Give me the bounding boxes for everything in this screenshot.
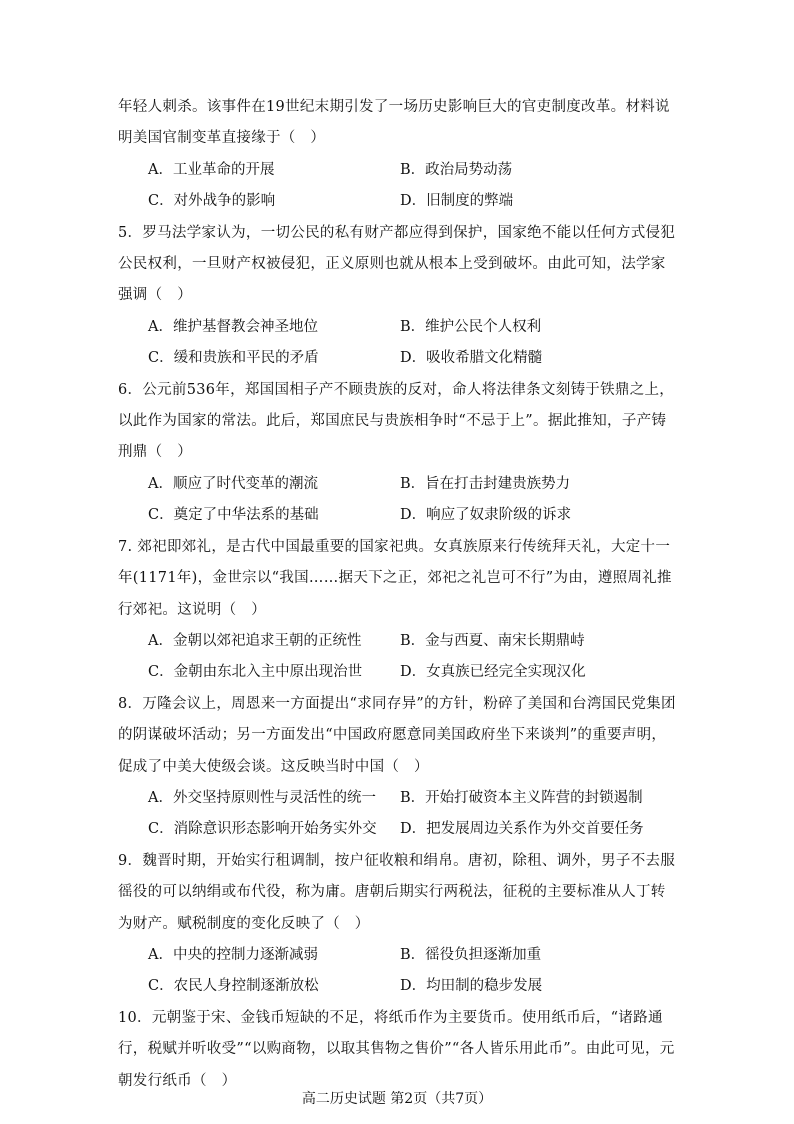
question-block: [118, 92, 676, 218]
option-a: A．中央的控制力逐渐减弱: [148, 946, 318, 963]
question-block: [118, 532, 676, 689]
option-c: C．农民人身控制逐渐放松: [148, 978, 319, 995]
option-b: B．开始打破资本主义阵营的封锁遏制: [400, 789, 643, 806]
option-c: C．金朝由东北入主中原出现治世: [148, 664, 363, 681]
page-footer: 高二历史试题 第2页（共7页）: [301, 1091, 493, 1107]
option-c: C．对外战争的影响: [148, 193, 276, 210]
question-stem: 7. 郊祀即郊礼，是古代中国最重要的国家祀典。女真族原来行传统拜天礼，大定十一年(1171年)，金世宗以“我国……据天下之正，郊祀之礼岂可不行”为由，遵照周礼推行郊祀。这说明（ ）: [118, 538, 672, 618]
option-c: C．消除意识形态影响开始务实外交: [148, 821, 377, 838]
option-b: B．旨在打击封建贵族势力: [400, 475, 571, 492]
option-a: A．维护基督教会神圣地位: [148, 318, 318, 335]
options-grid: [148, 469, 676, 532]
option-b: B．金与西夏、南宋长期鼎峙: [400, 632, 585, 649]
option-c: C．缓和贵族和平民的矛盾: [148, 350, 319, 367]
question-block: [118, 1003, 676, 1097]
option-d: D．吸收希腊文化精髓: [400, 350, 543, 367]
question-block: [118, 689, 676, 846]
option-d: D．均田制的稳步发展: [400, 978, 543, 995]
options-grid: [148, 940, 676, 1003]
question-block: [118, 218, 676, 375]
option-c: C．奠定了中华法系的基础: [148, 507, 319, 524]
option-d: D．女真族已经完全实现汉化: [400, 664, 586, 681]
options-grid: [148, 312, 676, 375]
option-a: A．工业革命的开展: [148, 161, 275, 178]
option-b: B．政治局势动荡: [400, 161, 513, 178]
question-block: [118, 846, 676, 1003]
options-grid: [148, 626, 676, 689]
options-grid: [148, 783, 676, 846]
option-b: B．维护公民个人权利: [400, 318, 542, 335]
question-stem: 8．万隆会议上，周恩来一方面提出“求同存异”的方针，粉碎了美国和台湾国民党集团的阴谋破坏活动；另一方面发出“中国政府愿意同美国政府坐下来谈判”的重要声明，促成了中美大使级会谈。这反映当时中国（ ）: [118, 695, 676, 775]
options-grid: [148, 155, 676, 218]
option-b: B．徭役负担逐渐加重: [400, 946, 542, 963]
question-stem: 5．罗马法学家认为，一切公民的私有财产都应得到保护，国家绝不能以任何方式侵犯公民权利，一旦财产权被侵犯，正义原则也就从根本上受到破坏。由此可知，法学家强调（ ）: [118, 224, 676, 304]
question-block: [118, 375, 676, 532]
question-stem: 年轻人刺杀。该事件在19世纪末期引发了一场历史影响巨大的官吏制度改革。材料说明美国官制变革直接缘于（ ）: [118, 99, 670, 147]
option-d: D．响应了奴隶阶级的诉求: [400, 507, 572, 524]
question-stem: 10．元朝鉴于宋、金钱币短缺的不足，将纸币作为主要货币。使用纸币后，“诸路通行，税赋并听收受”“以购商物，以取其售物之售价”“各人皆乐用此币”。由此可见，元朝发行纸币（ ）: [118, 1009, 675, 1089]
option-a: A．金朝以郊祀追求王朝的正统性: [148, 632, 362, 649]
question-stem: 9．魏晋时期，开始实行租调制，按户征收粮和绢帛。唐初，除租、调外，男子不去服徭役的可以纳绢或布代役，称为庸。唐朝后期实行两税法，征税的主要标准从人丁转为财产。赋税制度的变化反映了（ ）: [118, 852, 676, 932]
option-a: A．顺应了时代变革的潮流: [148, 475, 318, 492]
question-stem: 6．公元前536年，郑国国相子产不顾贵族的反对，命人将法律条文刻铸于铁鼎之上，以此作为国家的常法。此后，郑国庶民与贵族相争时“不忌于上”。据此推知，子产铸刑鼎（ ）: [118, 381, 675, 461]
option-d: D．把发展周边关系作为外交首要任务: [400, 821, 644, 838]
option-a: A．外交坚持原则性与灵活性的统一: [148, 789, 376, 806]
option-d: D．旧制度的弊端: [400, 193, 514, 210]
